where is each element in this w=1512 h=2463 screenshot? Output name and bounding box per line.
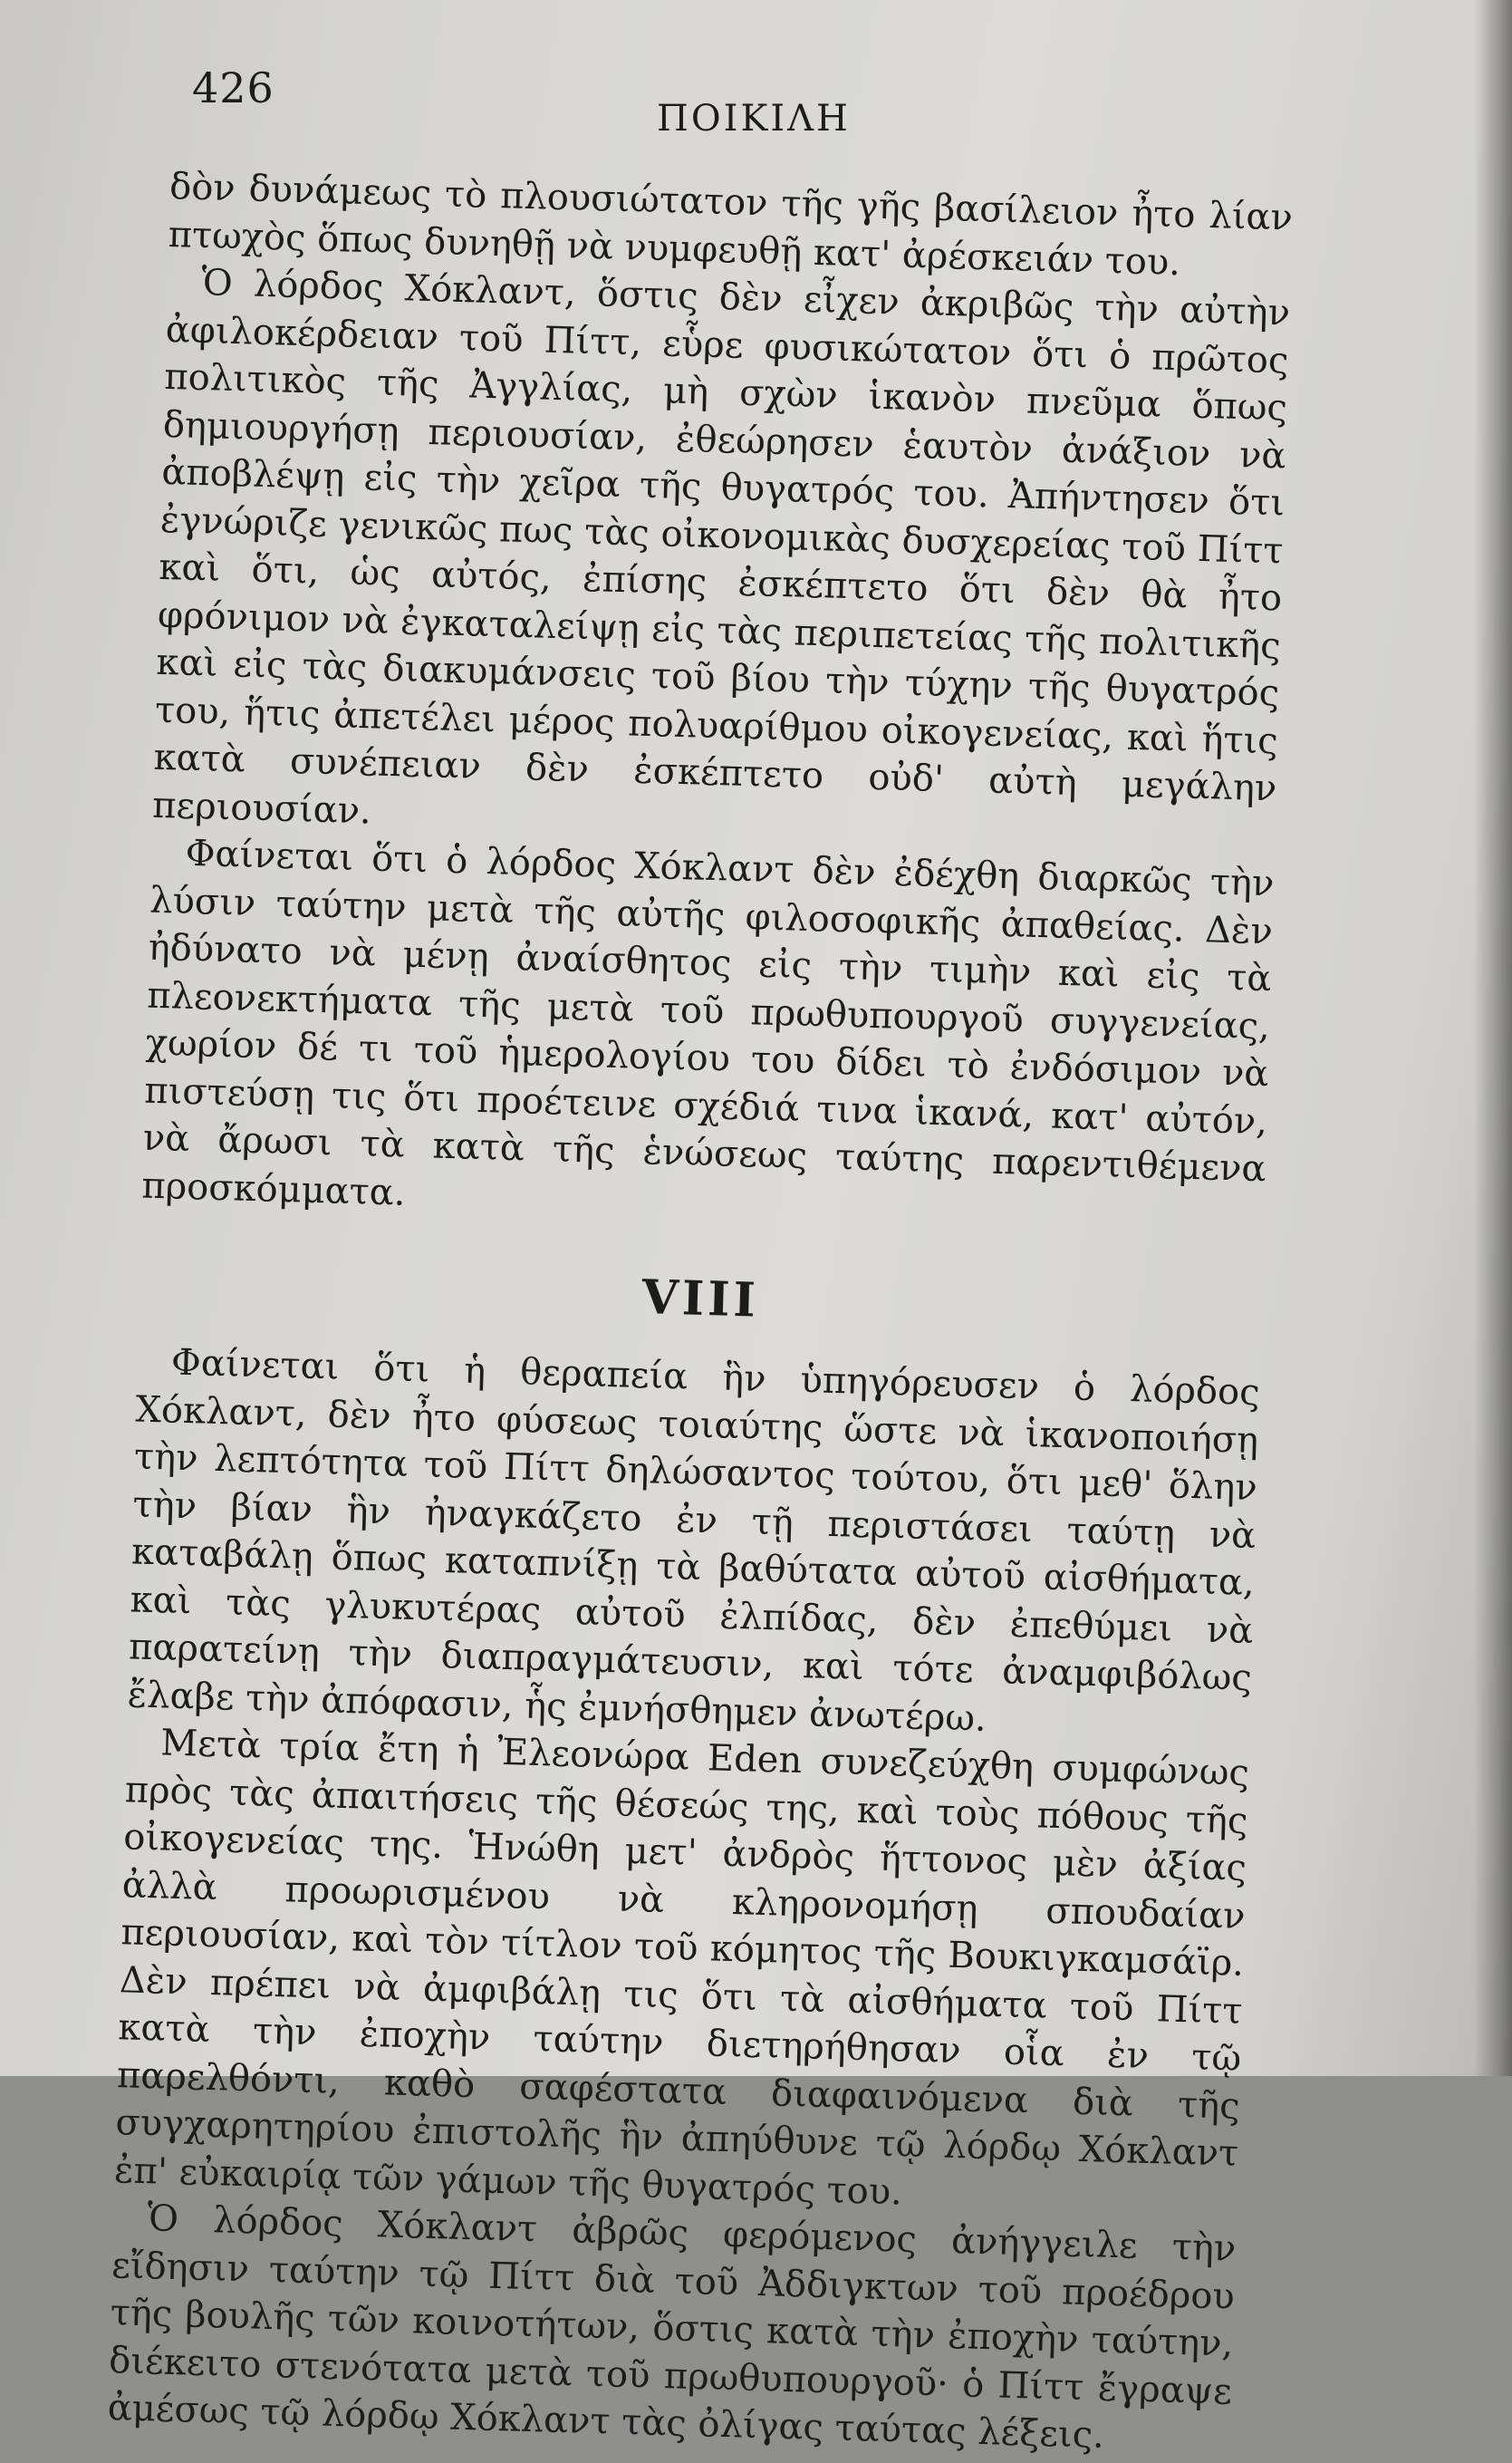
- paragraph: Ὁ λόρδος Χόκλαντ, ὅστις δὲν εἶχεν ἀκριβῶς τὴν αὐτὴν ἀφιλοκέρδειαν τοῦ Πίττ, εὗρε φυσικώτατον ὅτι ὁ πρῶτος πολιτικὸς τῆς Ἀγγλίας, μὴ σχὼν ἱκανὸν πνεῦμα ὅπως δημιουργήσῃ περιουσίαν, ἐθεώρησεν ἑαυτὸν ἀνάξιον νὰ ἀποβλέψῃ εἰς τὴν χεῖρα τῆς θυγατρός του. Ἀπήντησεν ὅτι ἐγνώριζε γενικῶς πως τὰς οἰκονομικὰς δυσχερείας τοῦ Πίττ καὶ ὅτι, ὡς αὐτός, ἐπίσης ἐσκέπτετο ὅτι δὲν θὰ ἦτο φρόνιμον νὰ ἐγκαταλείψῃ εἰς τὰς περιπετείας τῆς πολιτικῆς καὶ εἰς τὰς διακυμάνσεις τοῦ βίου τὴν τύχην τῆς θυγατρός του, ἥτις ἀπετέλει μέρος πολυαρίθμου οἰκογενείας, καὶ ἥτις κατὰ συνέπειαν δὲν ἐσκέπτετο οὐδ' αὐτὴ μεγάλην περιουσίαν.: [151, 262, 1291, 832]
- paragraph: Μετὰ τρία ἔτη ἡ Ἐλεονώρα Eden συνεζεύχθη συμφώνως πρὸς τὰς ἀπαιτήσεις τῆς θέσεώς της, καὶ τοὺς πόθους τῆς οἰκογενείας της. Ἡνώθη μετ' ἀνδρὸς ἥττονος μὲν ἀξίας ἀλλὰ προωρισμένου νὰ κληρονομήσῃ σπουδαίαν περιουσίαν, καὶ τὸν τίτλον τοῦ κόμητος τῆς Βουκιγκαμσάϊρ. Δὲν πρέπει νὰ ἀμφιβάλῃ τις ὅτι τὰ αἰσθήματα τοῦ Πίττ κατὰ τὴν ἐποχὴν ταύτην διετηρήθησαν οἷα ἐν τῷ παρελθόντι, καθὸ σαφέστατα διαφαινόμενα διὰ τῆς συγχαρητηρίου ἐπιστολῆς ἣν ἀπηύθυνε τῷ λόρδῳ Χόκλαντ ἐπ' εὐκαιρίᾳ τῶν γάμων τῆς θυγατρός του.: [113, 1722, 1250, 2213]
- paragraph: Φαίνεται ὅτι ἡ θεραπεία ἣν ὑπηγόρευσεν ὁ λόρδος Χόκλαντ, δὲν ἦτο φύσεως τοιαύτης ὥστε νὰ ἱκανοποιήσῃ τὴν λεπτότητα τοῦ Πίττ δηλώσαντος τούτου, ὅτι μεθ' ὅλην τὴν βίαν ἣν ἠναγκάζετο ἐν τῇ περιστάσει ταύτῃ νὰ καταβάλῃ ὅπως καταπνίξῃ τὰ βαθύτατα αὐτοῦ αἰσθήματα, καὶ τὰς γλυκυτέρας αὐτοῦ ἐλπίδας, δὲν ἐπεθύμει νὰ παρατείνῃ τὴν διαπραγμάτευσιν, καὶ τότε ἀναμφιβόλως ἔλαβε τὴν ἀπόφασιν, ἧς ἐμνήσθημεν ἀνωτέρω.: [127, 1341, 1261, 1740]
- running-title: ΠΟΙΚΙΛΗ: [657, 98, 851, 140]
- text-block: [107, 163, 1293, 2463]
- page-number: 426: [192, 63, 274, 112]
- book-spine-shadow: [1474, 0, 1512, 2076]
- paragraph: Φαίνεται ὅτι ὁ λόρδος Χόκλαντ δὲν ἐδέχθη διαρκῶς τὴν λύσιν ταύτην μετὰ τῆς αὐτῆς φιλοσοφικῆς ἀπαθείας. Δὲν ἠδύνατο νὰ μένῃ ἀναίσθητος εἰς τὴν τιμὴν καὶ εἰς τὰ πλεονεκτήματα τῆς μετὰ τοῦ πρωθυπουργοῦ συγγενείας, χωρίον δέ τι τοῦ ἡμερολογίου του δίδει τὸ ἐνδόσιμον νὰ πιστεύσῃ τις ὅτι προέτεινε σχέδιά τινα ἱκανά, κατ' αὐτόν, νὰ ἄρωσι τὰ κατὰ τῆς ἑνώσεως ταύτης παρεντιθέμενα προσκόμματα.: [140, 832, 1275, 1214]
- paragraph: Ὁ λόρδος Χόκλαντ ἀβρῶς φερόμενος ἀνήγγειλε τὴν εἴδησιν ταύτην τῷ Πίττ διὰ τοῦ Ἀδδιγκτων τοῦ προέδρου τῆς βουλῆς τῶν κοινοτήτων, ὅστις κατὰ τὴν ἐποχὴν ταύτην, διέκειτο στενότατα μετὰ τοῦ πρωθυπουργοῦ· ὁ Πίττ ἔγραψε ἀμέσως τῷ λόρδῳ Χόκλαντ τὰς ὀλίγας ταύτας λέξεις.: [107, 2197, 1237, 2457]
- paragraph-continuation: δὸν δυνάμεως τὸ πλουσιώτατον τῆς γῆς βασίλειον ἦτο λίαν πτωχὸς ὅπως δυνηθῇ νὰ νυμφευθῇ κατ' ἀρέσκειάν του.: [168, 165, 1294, 284]
- section-heading: VIII: [640, 1270, 760, 1328]
